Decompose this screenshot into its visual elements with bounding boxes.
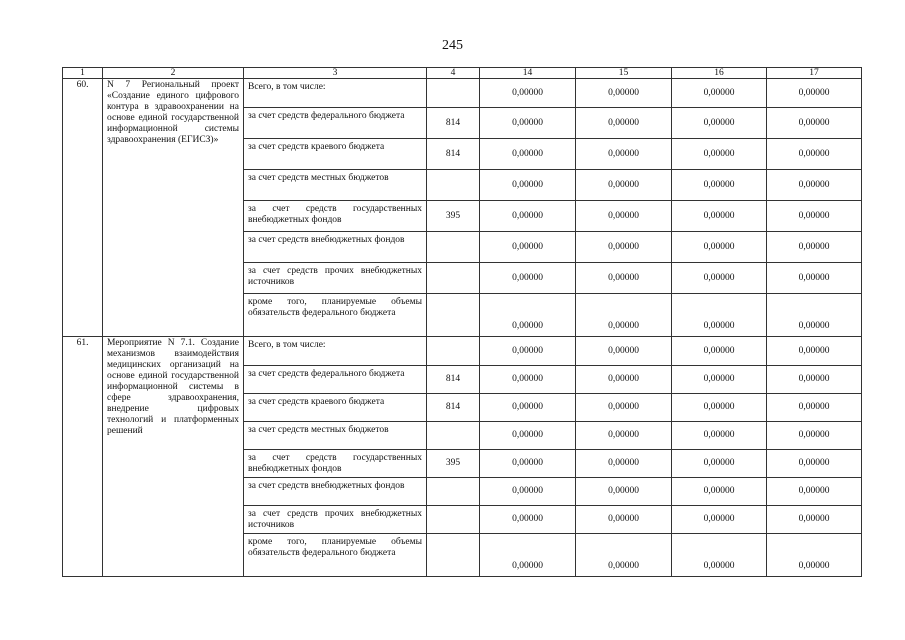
value-cell: 0,00000: [672, 534, 767, 577]
value-cell: 0,00000: [672, 394, 767, 422]
budget-code: [427, 232, 480, 263]
value-cell: 0,00000: [767, 422, 862, 450]
value-cell: 0,00000: [480, 232, 576, 263]
value-cell: 0,00000: [480, 534, 576, 577]
value-cell: 0,00000: [480, 263, 576, 294]
value-cell: 0,00000: [480, 108, 576, 139]
value-cell: 0,00000: [767, 139, 862, 170]
funding-source: за счет средств федерального бюджета: [244, 108, 427, 139]
value-cell: 0,00000: [576, 534, 672, 577]
value-cell: 0,00000: [576, 366, 672, 394]
value-cell: 0,00000: [480, 450, 576, 478]
budget-code: 814: [427, 108, 480, 139]
value-cell: 0,00000: [767, 263, 862, 294]
column-header: 2: [103, 68, 244, 79]
column-header-row: [63, 68, 862, 79]
table-row: [63, 337, 862, 366]
value-cell: 0,00000: [767, 450, 862, 478]
column-header: 3: [244, 68, 427, 79]
value-cell: 0,00000: [672, 294, 767, 337]
value-cell: 0,00000: [767, 478, 862, 506]
column-header: 1: [63, 68, 103, 79]
budget-code: [427, 534, 480, 577]
value-cell: 0,00000: [767, 337, 862, 366]
funding-source: кроме того, планируемые объемы обязательств федерального бюджета: [244, 294, 427, 337]
funding-source: за счет средств государственных внебюджетных фондов: [244, 201, 427, 232]
budget-table: [62, 67, 862, 577]
row-number: 61.: [63, 337, 103, 577]
budget-code: [427, 294, 480, 337]
column-header: 16: [672, 68, 767, 79]
value-cell: 0,00000: [576, 478, 672, 506]
column-header: 4: [427, 68, 480, 79]
page-number: 245: [442, 38, 463, 53]
value-cell: 0,00000: [480, 422, 576, 450]
value-cell: 0,00000: [576, 294, 672, 337]
value-cell: 0,00000: [576, 139, 672, 170]
value-cell: 0,00000: [672, 263, 767, 294]
funding-source: за счет средств прочих внебюджетных источников: [244, 506, 427, 534]
table-row: [63, 79, 862, 108]
table-body: [63, 68, 862, 577]
budget-code: [427, 337, 480, 366]
value-cell: 0,00000: [576, 232, 672, 263]
value-cell: 0,00000: [480, 337, 576, 366]
budget-code: [427, 170, 480, 201]
value-cell: 0,00000: [576, 108, 672, 139]
value-cell: 0,00000: [480, 201, 576, 232]
value-cell: 0,00000: [480, 139, 576, 170]
funding-source: за счет средств государственных внебюджетных фондов: [244, 450, 427, 478]
value-cell: 0,00000: [767, 232, 862, 263]
funding-source: Всего, в том числе:: [244, 337, 427, 366]
value-cell: 0,00000: [767, 108, 862, 139]
funding-source: за счет средств краевого бюджета: [244, 394, 427, 422]
value-cell: 0,00000: [767, 534, 862, 577]
value-cell: 0,00000: [576, 450, 672, 478]
budget-code: 395: [427, 450, 480, 478]
value-cell: 0,00000: [767, 201, 862, 232]
funding-source: за счет средств местных бюджетов: [244, 170, 427, 201]
value-cell: 0,00000: [480, 294, 576, 337]
budget-code: [427, 263, 480, 294]
project-name: N 7 Региональный проект «Создание единого цифрового контура в здравоохранении на основе единой государственной информационной системы здравоохранения (ЕГИСЗ)»: [103, 79, 244, 337]
column-header: 17: [767, 68, 862, 79]
funding-source: за счет средств внебюджетных фондов: [244, 478, 427, 506]
value-cell: 0,00000: [672, 422, 767, 450]
funding-source: за счет средств прочих внебюджетных источников: [244, 263, 427, 294]
value-cell: 0,00000: [672, 79, 767, 108]
value-cell: 0,00000: [767, 294, 862, 337]
funding-source: за счет средств федерального бюджета: [244, 366, 427, 394]
value-cell: 0,00000: [672, 232, 767, 263]
value-cell: 0,00000: [576, 394, 672, 422]
value-cell: 0,00000: [576, 170, 672, 201]
value-cell: 0,00000: [576, 263, 672, 294]
value-cell: 0,00000: [672, 478, 767, 506]
budget-code: 395: [427, 201, 480, 232]
value-cell: 0,00000: [672, 506, 767, 534]
value-cell: 0,00000: [576, 422, 672, 450]
value-cell: 0,00000: [576, 506, 672, 534]
funding-source: за счет средств внебюджетных фондов: [244, 232, 427, 263]
value-cell: 0,00000: [767, 506, 862, 534]
value-cell: 0,00000: [767, 366, 862, 394]
value-cell: 0,00000: [480, 170, 576, 201]
budget-code: [427, 422, 480, 450]
budget-code: [427, 478, 480, 506]
budget-code: 814: [427, 394, 480, 422]
project-name: Мероприятие N 7.1. Создание механизмов взаимодействия медицинских организаций на основе единой государственной информационной системы в сфере здравоохранения, внедрение цифровых технологий и платформенных решений: [103, 337, 244, 577]
value-cell: 0,00000: [576, 337, 672, 366]
value-cell: 0,00000: [576, 201, 672, 232]
value-cell: 0,00000: [672, 108, 767, 139]
column-header: 15: [576, 68, 672, 79]
row-number: 60.: [63, 79, 103, 337]
value-cell: 0,00000: [672, 337, 767, 366]
value-cell: 0,00000: [672, 170, 767, 201]
funding-source: кроме того, планируемые объемы обязательств федерального бюджета: [244, 534, 427, 577]
funding-source: за счет средств местных бюджетов: [244, 422, 427, 450]
value-cell: 0,00000: [480, 366, 576, 394]
value-cell: 0,00000: [767, 170, 862, 201]
budget-code: 814: [427, 139, 480, 170]
value-cell: 0,00000: [767, 79, 862, 108]
value-cell: 0,00000: [480, 506, 576, 534]
value-cell: 0,00000: [672, 450, 767, 478]
value-cell: 0,00000: [672, 201, 767, 232]
value-cell: 0,00000: [576, 79, 672, 108]
column-header: 14: [480, 68, 576, 79]
value-cell: 0,00000: [480, 394, 576, 422]
value-cell: 0,00000: [480, 79, 576, 108]
value-cell: 0,00000: [672, 139, 767, 170]
budget-code: [427, 79, 480, 108]
funding-source: Всего, в том числе:: [244, 79, 427, 108]
budget-code: 814: [427, 366, 480, 394]
value-cell: 0,00000: [767, 394, 862, 422]
value-cell: 0,00000: [672, 366, 767, 394]
funding-source: за счет средств краевого бюджета: [244, 139, 427, 170]
value-cell: 0,00000: [480, 478, 576, 506]
budget-code: [427, 506, 480, 534]
